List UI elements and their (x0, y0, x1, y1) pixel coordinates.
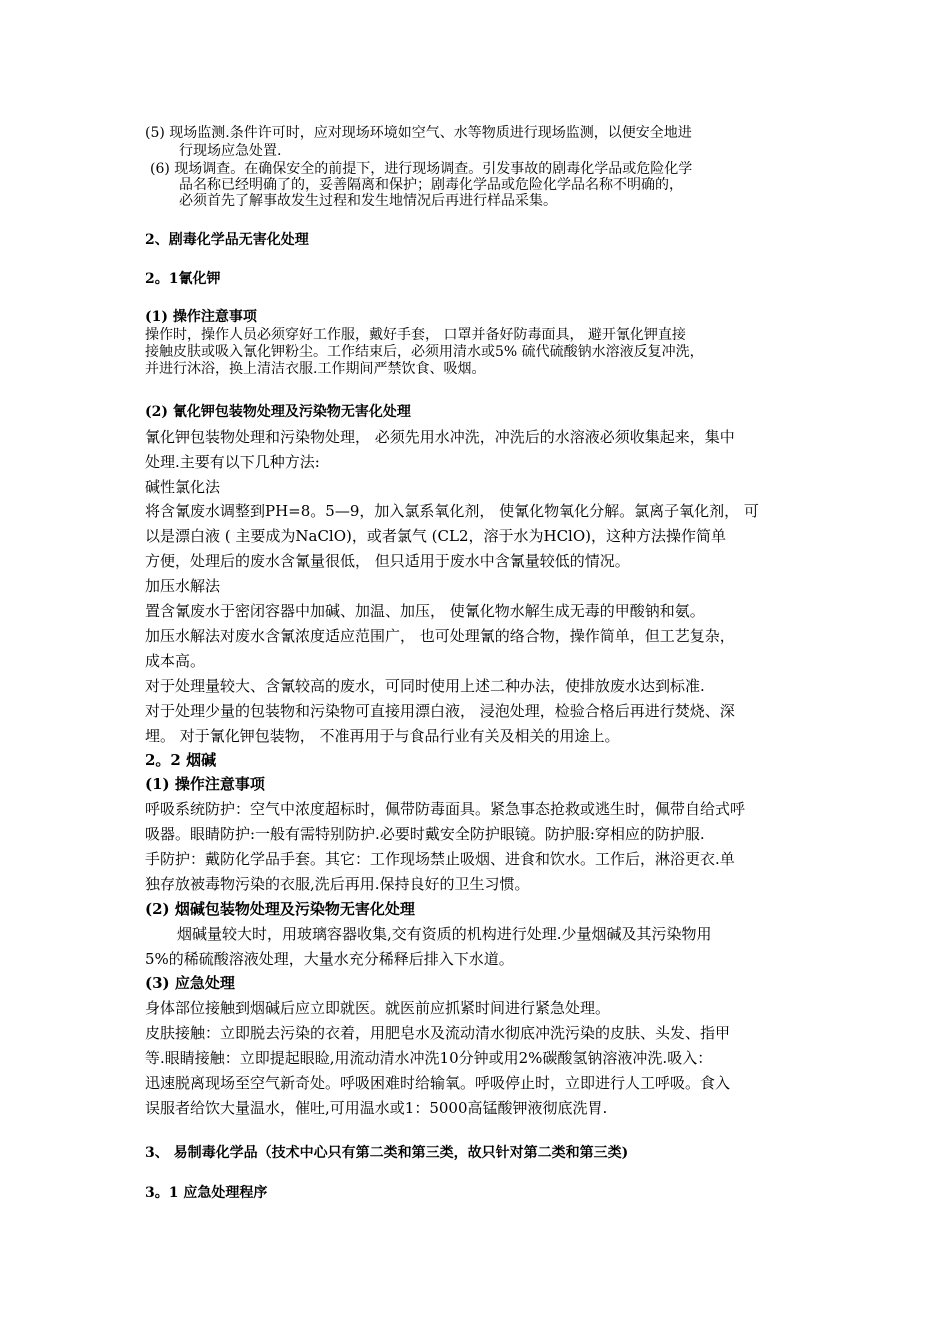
paragraph-line: 独存放被毒物污染的衣服,洗后再用.保持良好的卫生习惯。 (145, 875, 530, 893)
item-6-line-3: 必须首先了解事故发生过程和发生地情况后再进行样品采集。 (179, 193, 557, 209)
nicotine-operation-heading: (1) 操作注意事项 (145, 775, 265, 793)
paragraph-line: 烟碱量较大时，用玻璃容器收集,交有资质的机构进行处理.少量烟碱及其污染物用 (177, 925, 712, 943)
paragraph-line: 成本高。 (145, 652, 206, 670)
paragraph-line: 手防护：戴防化学品手套。其它：工作现场禁止吸烟、进食和饮水。工作后，淋浴更衣.单 (145, 850, 735, 868)
paragraph-line: 加压水解法对废水含氰浓度适应范围广， 也可处理氰的络合物，操作简单，但工艺复杂， (145, 627, 735, 645)
paragraph-line: 误服者给饮大量温水，催吐,可用温水或1：5000高锰酸钾液彻底洗胃. (145, 1099, 608, 1117)
paragraph-line: 处理.主要有以下几种方法: (145, 453, 320, 471)
paragraph-line: 以是漂白液 ( 主要成为NaClO)，或者氯气 (CL2，溶于水为HClO)，这种方法操作简单 (145, 527, 726, 545)
section-3-heading: 3、 易制毒化学品（技术中心只有第二类和第三类，故只针对第二类和第三类) (145, 1145, 629, 1161)
method-heading: 加压水解法 (145, 577, 221, 595)
paragraph-line: 对于处理量较大、含氰较高的废水，可同时使用上述二种办法，使排放废水达到标准. (145, 677, 705, 695)
paragraph-line: 迅速脱离现场至空气新奇处。呼吸困难时给输氧。呼吸停止时，立即进行人工呼吸。食入 (145, 1074, 731, 1092)
kcn-packaging-heading: (2) 氰化钾包装物处理及污染物无害化处理 (145, 404, 411, 420)
nicotine-packaging-heading: (2) 烟碱包装物处理及污染物无害化处理 (145, 900, 415, 918)
paragraph-line: 皮肤接触：立即脱去污染的衣着，用肥皂水及流动清水彻底冲洗污染的皮肤、头发、指甲 (145, 1024, 731, 1042)
kcn-operation-heading: (1) 操作注意事项 (145, 309, 257, 325)
paragraph-line: 等.眼睛接触：立即提起眼睑,用流动清水冲洗10分钟或用2%碳酸氢钠溶液冲洗.吸入： (145, 1049, 713, 1067)
paragraph-line: 呼吸系统防护：空气中浓度超标时，佩带防毒面具。紧急事态抢救或逃生时，佩带自给式呼 (145, 800, 746, 818)
paragraph-line: 置含氰废水于密闭容器中加碱、加温、加压， 使氰化物水解生成无毒的甲酸钠和氨。 (145, 602, 705, 620)
item-5-line-2: 行现场应急处置. (179, 143, 282, 159)
paragraph-line: 操作时，操作人员必须穿好工作服，戴好手套， 口罩并备好防毒面具， 避开氰化钾直接 (145, 327, 686, 343)
nicotine-emergency-heading: (3) 应急处理 (145, 974, 235, 992)
paragraph-line: 对于处理少量的包装物和污染物可直接用漂白液， 浸泡处理，检验合格后再进行焚烧、深 (145, 702, 735, 720)
subsection-3-1-heading: 3。1 应急处理程序 (145, 1185, 268, 1201)
paragraph-line: 并进行沐浴，换上清洁衣服.工作期间严禁饮食、吸烟。 (145, 361, 486, 377)
method-heading: 碱性氯化法 (145, 478, 221, 496)
item-6-line-1: (6) 现场调查。在确保安全的前提下，进行现场调查。引发事故的剧毒化学品或危险化学 (150, 161, 693, 177)
paragraph-line: 埋。 对于氰化钾包装物， 不准再用于与食品行业有关及相关的用途上。 (145, 727, 620, 745)
section-2-heading: 2、剧毒化学品无害化处理 (145, 232, 309, 248)
paragraph-line: 方便，处理后的废水含氰量很低， 但只适用于废水中含氰量较低的情况。 (145, 552, 630, 570)
paragraph-line: 吸器。眼睛防护:一般有需特别防护.必要时戴安全防护眼镜。防护服:穿相应的防护服. (145, 825, 705, 843)
paragraph-line: 身体部位接触到烟碱后应立即就医。就医前应抓紧时间进行紧急处理。 (145, 999, 611, 1017)
paragraph-line: 接触皮肤或吸入氰化钾粉尘。工作结束后，必须用清水或5% 硫代硫酸钠水溶液反复冲洗， (145, 344, 704, 360)
subsection-2-1-heading: 2。1氰化钾 (145, 271, 221, 287)
paragraph-line: 5%的稀硫酸溶液处理，大量水充分稀释后排入下水道。 (145, 950, 514, 968)
subsection-2-2-heading: 2。2 烟碱 (145, 751, 217, 769)
item-5-line-1: (5) 现场监测.条件许可时，应对现场环境如空气、水等物质进行现场监测，以便安全地进 (145, 125, 692, 141)
item-6-line-2: 品名称已经明确了的，妥善隔离和保护；剧毒化学品或危险化学品名称不明确的， (179, 177, 683, 193)
paragraph-line: 氰化钾包装物处理和污染物处理， 必须先用水冲洗，冲洗后的水溶液必须收集起来，集中 (145, 428, 735, 446)
paragraph-line: 将含氰废水调整到PH=8。5—9，加入氯系氧化剂， 使氰化物氧化分解。氯离子氧化剂， 可 (145, 502, 759, 520)
